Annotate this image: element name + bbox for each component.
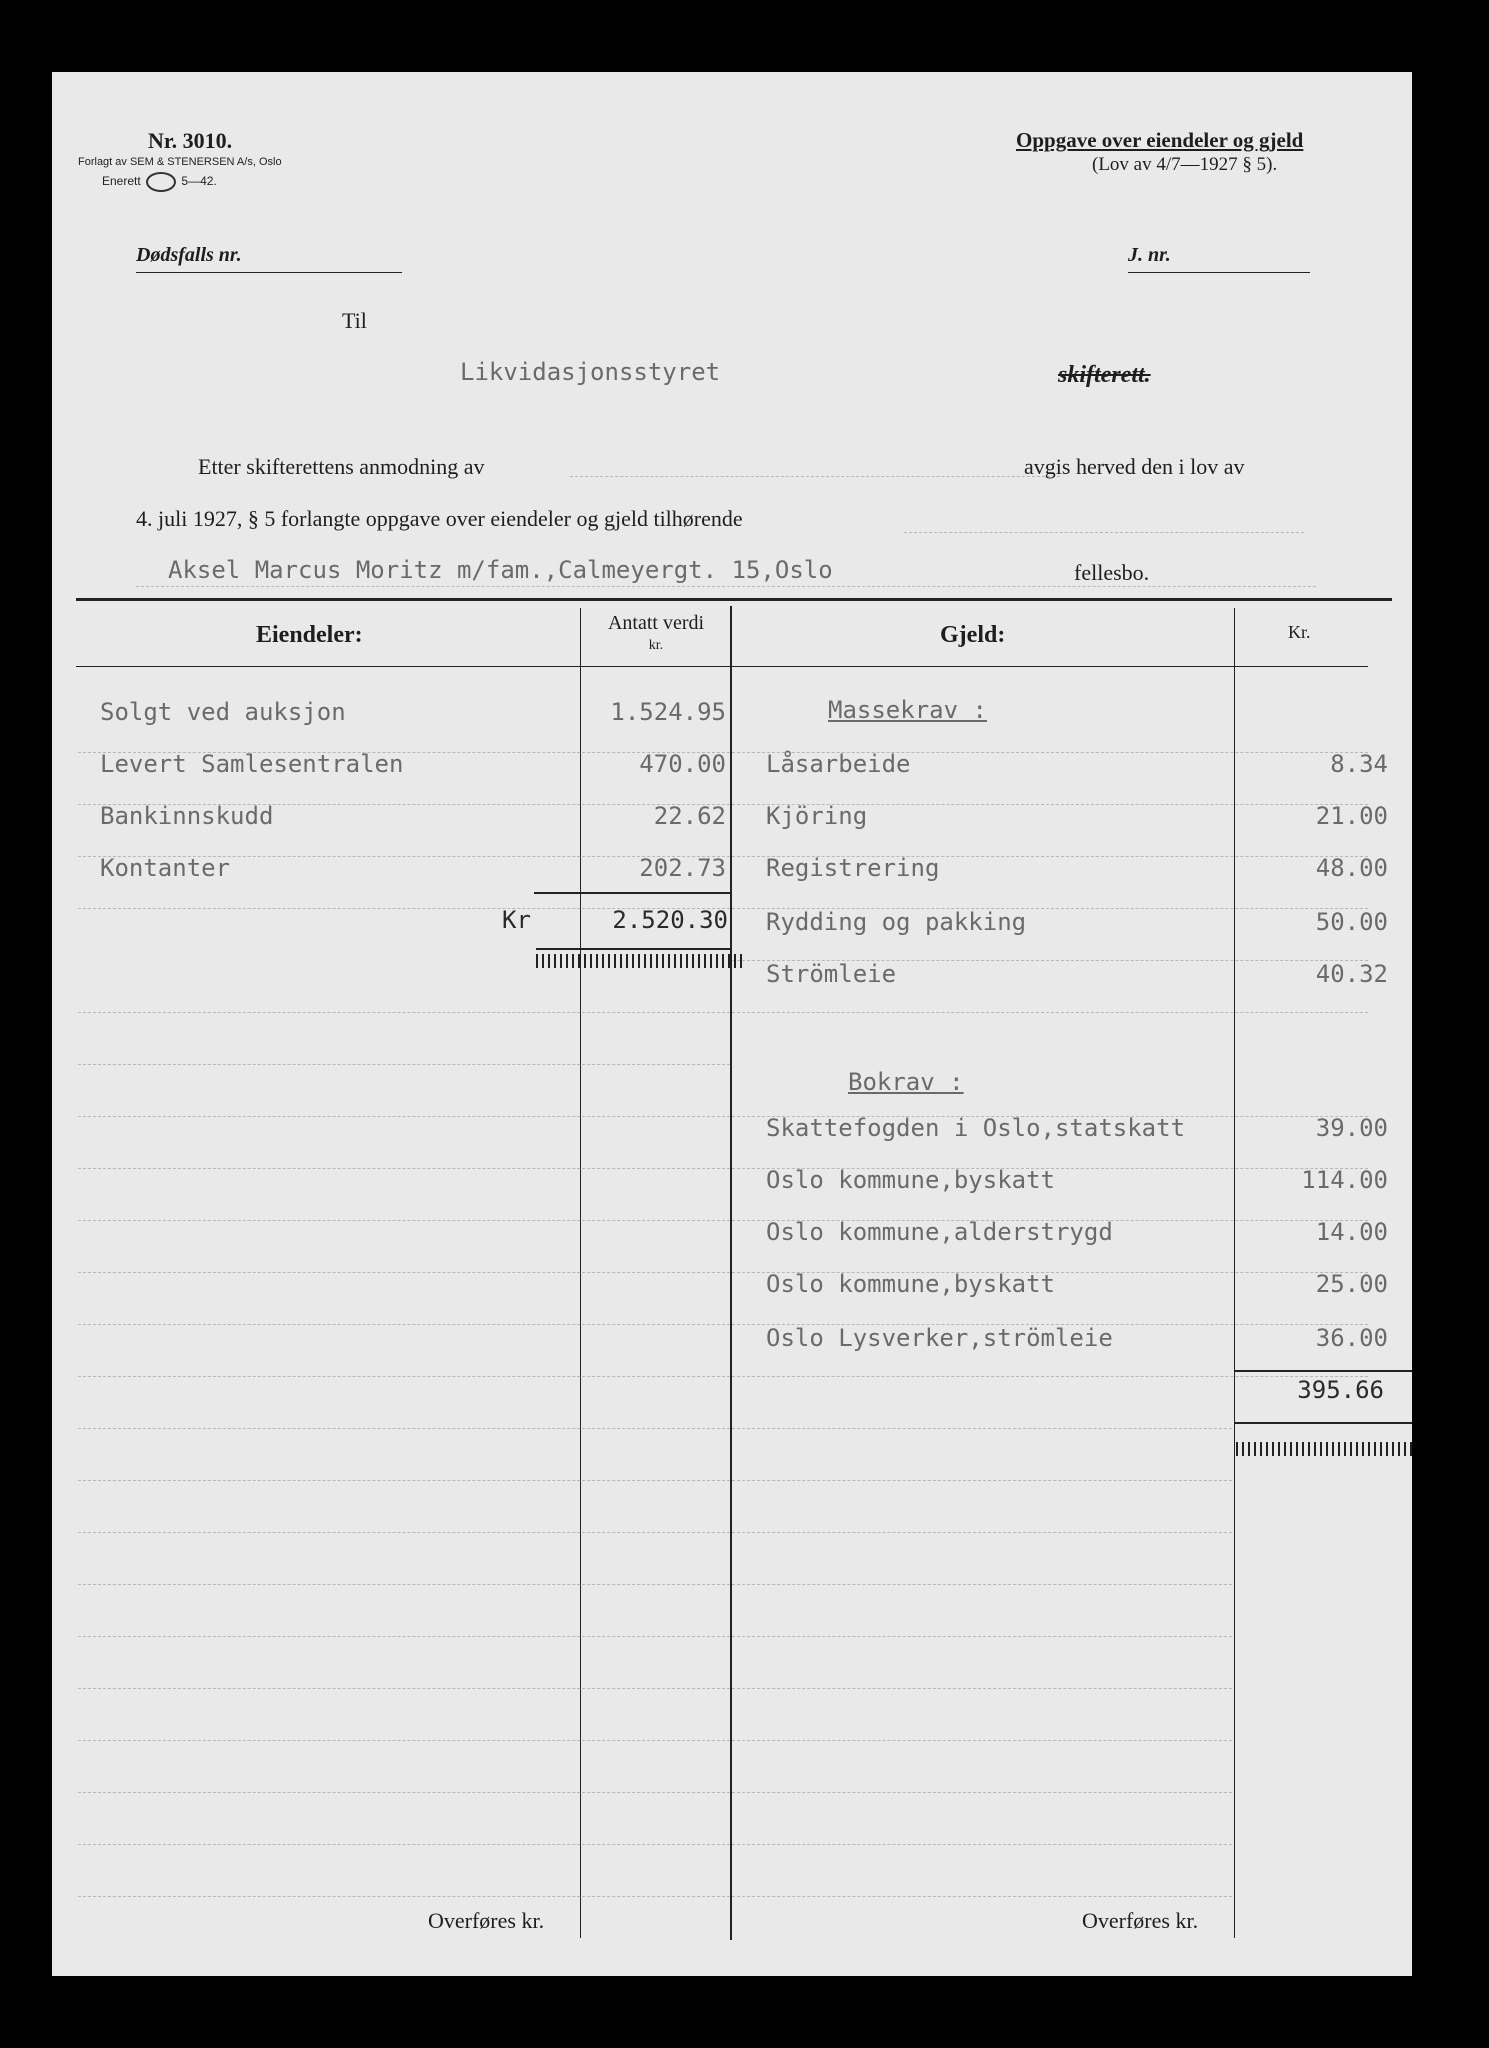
- asset-sum-rule: [534, 892, 730, 894]
- table-top-rule: [76, 598, 1392, 601]
- asset-amount: 202.73: [639, 854, 726, 882]
- debt-amount-header: Kr.: [1288, 622, 1311, 642]
- declaration-text: avgis herved den i lov av: [1024, 454, 1245, 479]
- debt-label: Oslo kommune,byskatt: [766, 1166, 1055, 1194]
- debt-amount: 21.00: [1315, 802, 1388, 830]
- copyright-label: Enerett: [102, 174, 141, 189]
- debt-amount: 39.00: [1315, 1114, 1388, 1142]
- debt-label: Oslo kommune,byskatt: [766, 1270, 1055, 1298]
- asset-total-hatch: [536, 954, 742, 968]
- debt-amount: 50.00: [1315, 908, 1388, 936]
- estate-type: fellesbo.: [1074, 560, 1150, 585]
- asset-label: Solgt ved auksjon: [100, 698, 346, 726]
- asset-value-divider: [580, 608, 581, 1938]
- value-header: Antatt verdi: [607, 612, 705, 634]
- death-case-label: Dødsfalls nr.: [136, 244, 242, 266]
- debt-total-hatch: [1236, 1442, 1412, 1456]
- asset-total: 2.520.30: [612, 906, 728, 934]
- court-label: skifterett.: [1058, 362, 1151, 388]
- debt-amount-divider: [1234, 608, 1235, 1938]
- publisher-stamp-icon: [146, 172, 176, 192]
- request-date-line: [570, 476, 1060, 477]
- debt-amount: 14.00: [1315, 1218, 1388, 1246]
- print-code: 5—42.: [181, 174, 217, 189]
- asset-amount: 22.62: [653, 802, 726, 830]
- debt-amount: 8.34: [1330, 750, 1388, 778]
- asset-label: Bankinnskudd: [100, 802, 274, 830]
- asset-amount: 1.524.95: [610, 698, 726, 726]
- debt-amount: 40.32: [1315, 960, 1388, 988]
- debt-sum-rule: [1234, 1370, 1412, 1372]
- journal-line: [1128, 272, 1310, 273]
- value-header-unit: kr.: [648, 638, 664, 653]
- debt-label: Strömleie: [766, 960, 897, 988]
- form-title: Oppgave over eiendeler og gjeld: [1016, 128, 1304, 152]
- debt-label: Rydding og pakking: [766, 908, 1027, 936]
- deceased-line: [136, 586, 1316, 587]
- debt-label: Registrering: [766, 854, 940, 882]
- debt-amount: 25.00: [1315, 1270, 1388, 1298]
- deceased-name: Aksel Marcus Moritz m/fam.,Calmeyergt. 15,Oslo: [168, 556, 833, 584]
- document-page: [52, 72, 1412, 1976]
- copyright-line: [102, 172, 217, 192]
- debts-carry-over: Overføres kr.: [1082, 1908, 1199, 1933]
- debt-label: Oslo kommune,alderstrygd: [766, 1218, 1113, 1246]
- debt-label: Kjöring: [766, 802, 868, 830]
- debt-amount: 36.00: [1315, 1324, 1388, 1352]
- table-header-rule: [76, 666, 1368, 667]
- death-case-line: [136, 272, 402, 273]
- asset-total-underline: [536, 948, 730, 950]
- debt-label: Skattefogden i Oslo,statskatt: [766, 1114, 1186, 1142]
- law-reference: (Lov av 4/7—1927 § 5).: [1092, 154, 1278, 175]
- publisher-line: Forlagt av SEM & STENERSEN A/s, Oslo: [78, 156, 282, 168]
- debt-total: 395.66: [1297, 1376, 1384, 1404]
- assets-header: Eiendeler:: [256, 622, 363, 648]
- section-title-massekrav: Massekrav :: [828, 696, 987, 724]
- asset-total-label: Kr: [502, 906, 531, 934]
- law-text: 4. juli 1927, § 5 forlangte oppgave over eiendeler og gjeld tilhørende: [136, 506, 743, 531]
- asset-label: Kontanter: [100, 854, 231, 882]
- debt-label: Låsarbeide: [766, 750, 911, 778]
- form-number: Nr. 3010.: [148, 128, 233, 153]
- request-text: Etter skifterettens anmodning av: [198, 454, 485, 479]
- asset-label: Levert Samlesentralen: [100, 750, 404, 778]
- to-label: Til: [342, 308, 367, 333]
- recipient: Likvidasjonsstyret: [460, 358, 721, 386]
- asset-amount: 470.00: [639, 750, 726, 778]
- debts-header: Gjeld:: [940, 622, 1006, 648]
- debt-amount: 48.00: [1315, 854, 1388, 882]
- debt-label: Oslo Lysverker,strömleie: [766, 1324, 1113, 1352]
- section-title-bokrav: Bokrav :: [848, 1068, 964, 1096]
- journal-label: J. nr.: [1128, 244, 1171, 266]
- assets-carry-over: Overføres kr.: [428, 1908, 545, 1933]
- debt-total-underline: [1234, 1422, 1412, 1424]
- owner-line: [904, 532, 1304, 533]
- debt-amount: 114.00: [1301, 1166, 1388, 1194]
